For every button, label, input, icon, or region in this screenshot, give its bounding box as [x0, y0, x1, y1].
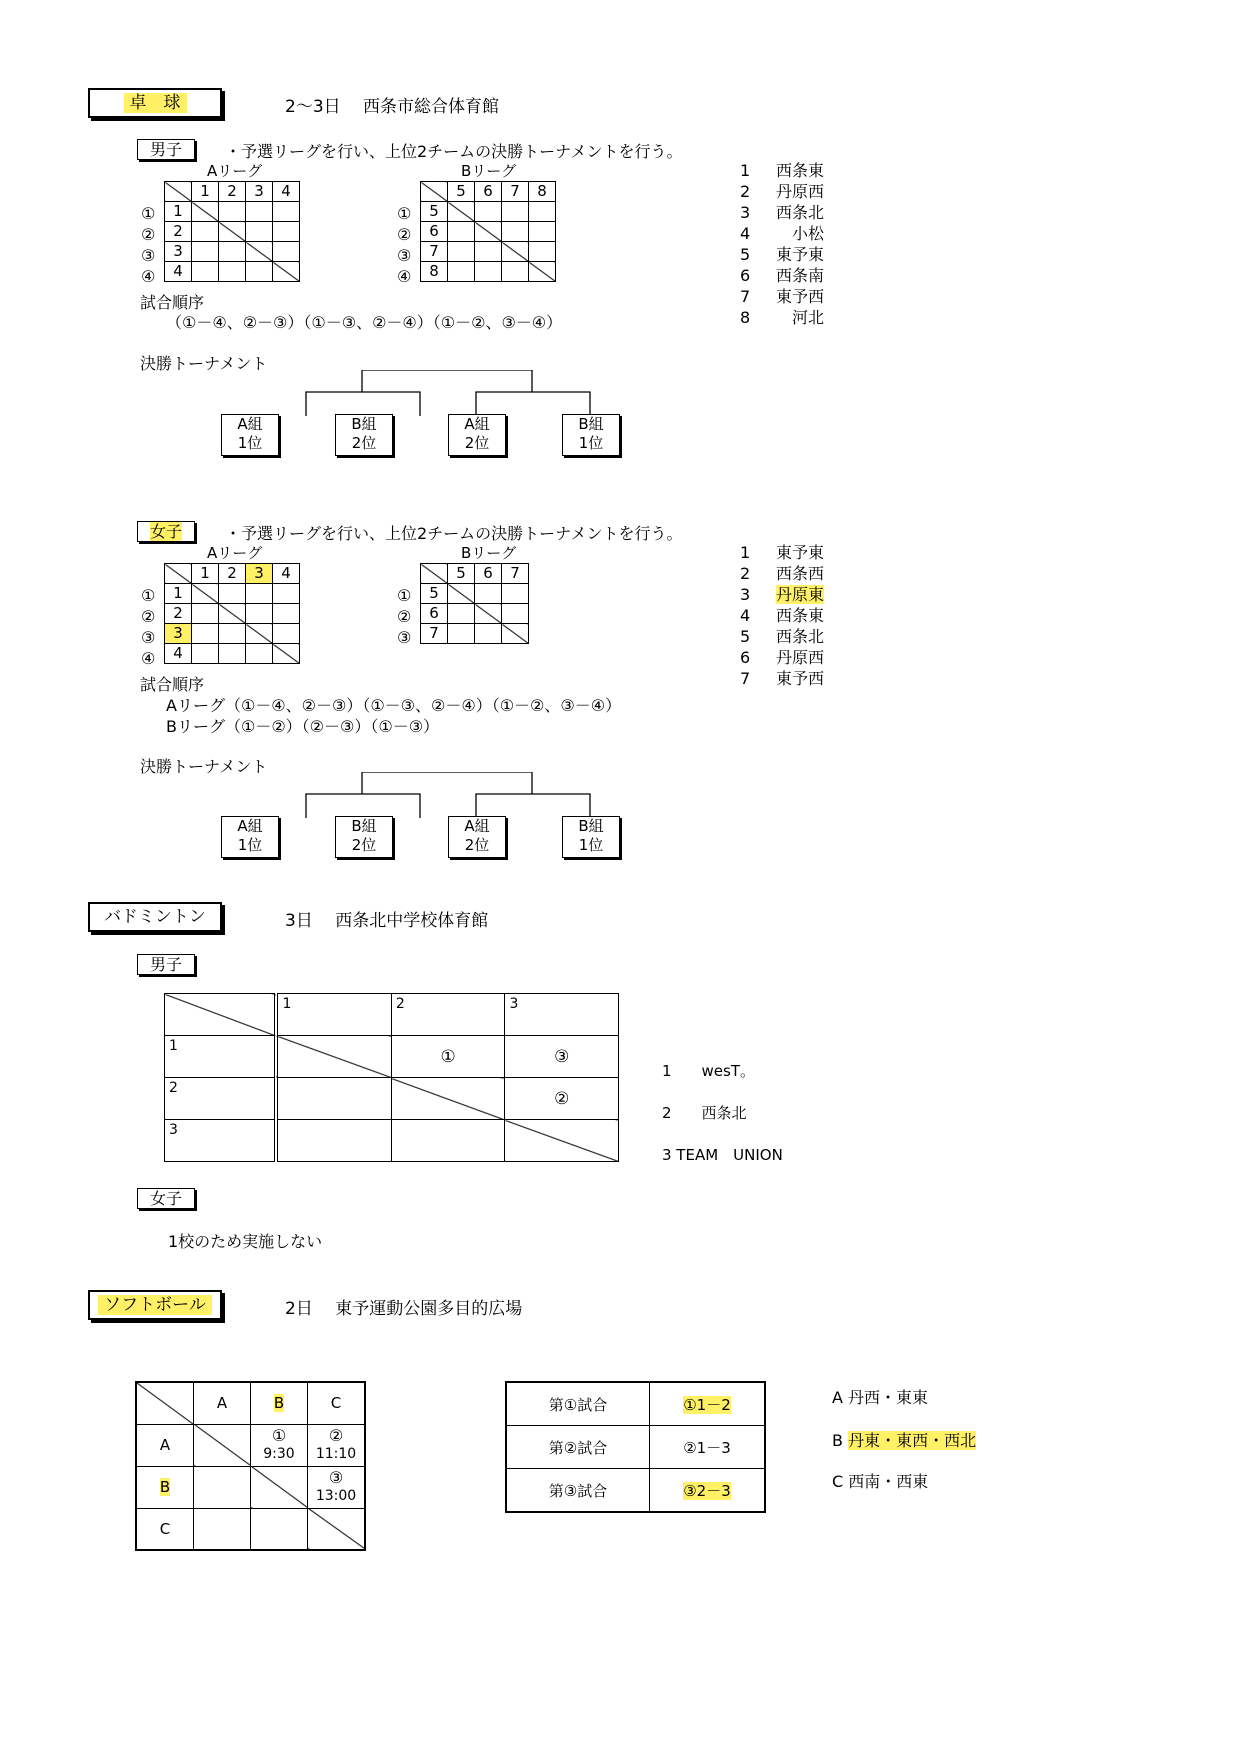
tt-girls-b-circles: ① ② ③ [397, 586, 412, 647]
sb-group-a: A 丹西・東東 [832, 1388, 929, 1407]
bd-girls-tag: 女子 [137, 1188, 195, 1209]
tt-girls-b-league-table: 5 6 7 5 6 7 [420, 563, 529, 644]
tt-boys-b-circles: ① ② ③ ④ [397, 204, 412, 286]
sb-league-table: A B C A ① 9:30 ② 11:10 B ③ 13:00 C [135, 1381, 366, 1551]
sb-group-b: B 丹東・東西・西北 [832, 1431, 977, 1450]
tt-girls-box-3: A組 2位 [448, 816, 506, 858]
table-tennis-heading: 卓 球 [88, 88, 222, 118]
tt-girls-order-b: Bリーグ（①－②）（②－③）（①－③） [166, 717, 440, 736]
tt-boys-order: （①－④、②－③）（①－③、②－④）（①－②、③－④） [166, 313, 563, 332]
sb-match-table: 第①試合 ①1－2 第②試合 ②1－3 第③試合 ③2－3 [505, 1381, 766, 1513]
tt-boys-b-league-table: 5 6 7 8 5 6 7 8 [420, 181, 556, 282]
bd-team-1: 1 wesT。 [662, 1062, 756, 1080]
tt-girls-note: ・予選リーグを行い、上位2チームの決勝トーナメントを行う。 [225, 524, 683, 543]
softball-info: 2日 東予運動公園多目的広場 [285, 1299, 523, 1319]
tt-girls-final-label: 決勝トーナメント [140, 757, 268, 776]
tt-boys-a-title: Aリーグ [207, 162, 263, 180]
tt-boys-b-title: Bリーグ [461, 162, 517, 180]
tt-girls-b-title: Bリーグ [461, 544, 517, 562]
tt-girls-order-label: 試合順序 [140, 675, 205, 694]
badminton-heading: バドミントン [88, 902, 222, 932]
tt-girls-a-title: Aリーグ [207, 544, 263, 562]
bd-boys-tag: 男子 [137, 954, 195, 975]
tt-boys-final-label: 決勝トーナメント [140, 354, 268, 373]
tt-boys-box-1: A組 1位 [221, 414, 279, 456]
tt-boys-box-3: A組 2位 [448, 414, 506, 456]
tt-girls-a-circles: ① ② ③ ④ [141, 586, 156, 668]
badminton-info: 3日 西条北中学校体育館 [285, 911, 489, 931]
tt-girls-bracket [240, 772, 630, 820]
tt-boys-bracket [240, 370, 630, 418]
tt-boys-note: ・予選リーグを行い、上位2チームの決勝トーナメントを行う。 [225, 142, 683, 161]
tt-boys-a-league-table: 1 2 3 4 1 2 3 4 [164, 181, 300, 282]
tt-boys-box-2: B組 2位 [335, 414, 393, 456]
bd-team-3: 3 TEAM UNION [662, 1146, 783, 1164]
tt-boys-a-circles: ① ② ③ ④ [141, 204, 156, 286]
bd-girls-note: 1校のため実施しない [168, 1232, 323, 1251]
sb-group-c: C 西南・西東 [832, 1472, 929, 1491]
tt-boys-order-label: 試合順序 [140, 293, 205, 312]
tt-girls-order-a: Aリーグ（①－④、②－③）（①－③、②－④）（①－②、③－④） [166, 696, 622, 715]
tt-boys-box-4: B組 1位 [562, 414, 620, 456]
tt-girls-a-league-table: 1 2 3 4 1 2 3 4 [164, 563, 300, 664]
tt-girls-box-4: B組 1位 [562, 816, 620, 858]
tt-girls-box-1: A組 1位 [221, 816, 279, 858]
tt-girls-tag: 女子 [137, 521, 195, 542]
bd-team-2: 2 西条北 [662, 1104, 747, 1122]
tt-boys-tag: 男子 [137, 139, 195, 160]
bd-boys-league-table: 1 2 3 1 ① ③ 2 ② 3 [164, 993, 619, 1162]
table-tennis-info: 2～3日 西条市総合体育館 [285, 97, 500, 117]
tt-girls-box-2: B組 2位 [335, 816, 393, 858]
tt-girls-team-list: 1 東予東 2 西条西 3 丹原東 4 西条東 5 西条北 6 丹原西 7 東予西 [740, 543, 825, 688]
softball-heading: ソフトボール [88, 1290, 222, 1320]
tt-boys-team-list: 1 西条東 2 丹原西 3 西条北 4 小松 5 東予東 6 西条南 7 東予西 8 河北 [740, 161, 825, 327]
